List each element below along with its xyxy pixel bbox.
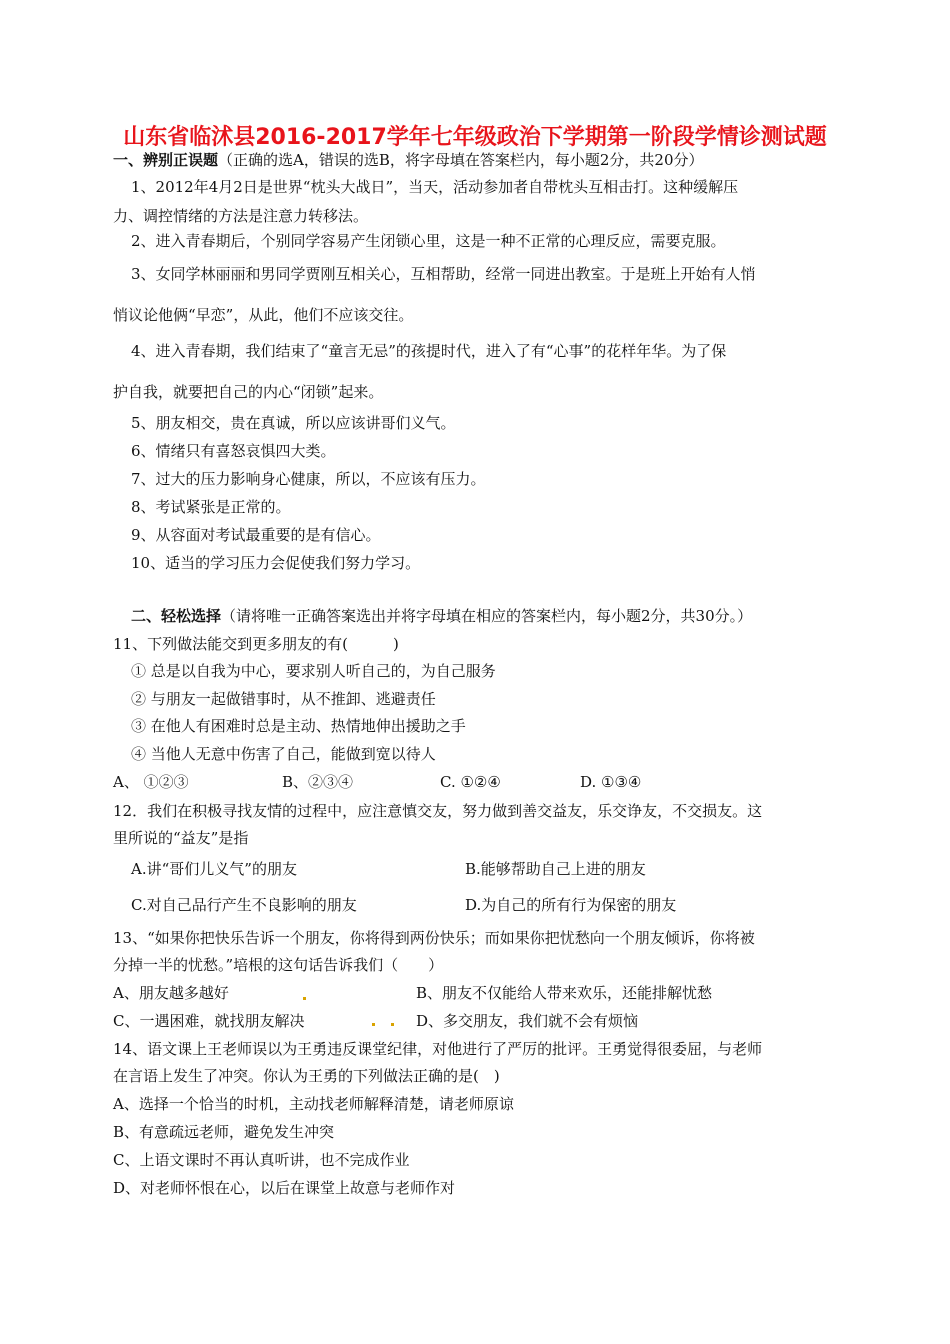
- question-14-option-d: D、对老师怀恨在心，以后在课堂上故意与老师作对: [113, 1179, 456, 1197]
- question-5: 5、朋友相交，贵在真诚，所以应该讲哥们义气。: [131, 414, 456, 432]
- question-14-stem-line-2: 在言语上发生了冲突。你认为王勇的下列做法正确的是( ): [113, 1067, 500, 1085]
- question-14-stem-line-1: 14、语文课上王老师误以为王勇违反课堂纪律，对他进行了严厉的批评。王勇觉得很委屈，与老师: [113, 1040, 763, 1058]
- question-13-option-c: C、一遇困难，就找朋友解决: [113, 1012, 305, 1030]
- question-11-stem: 11、下列做法能交到更多朋友的有( ): [113, 635, 399, 653]
- question-11-item-4: ④ 当他人无意中伤害了自己，能做到宽以待人: [131, 745, 436, 763]
- question-13-stem-line-1: 13、“如果你把快乐告诉一个朋友，你将得到两份快乐；而如果你把忧愁向一个朋友倾诉，你将被: [113, 929, 755, 947]
- question-3-line-1: 3、女同学林丽丽和男同学贾刚互相关心，互相帮助，经常一同进出教室。于是班上开始有人悄: [131, 265, 756, 283]
- question-12-stem-line-1: 12．我们在积极寻找友情的过程中，应注意慎交友，努力做到善交益友，乐交诤友，不交损友。这: [113, 802, 763, 820]
- question-12-option-b: B.能够帮助自己上进的朋友: [465, 860, 646, 878]
- question-4-line-1: 4、进入青春期，我们结束了“童言无忌”的孩提时代，进入了有“心事”的花样年华。为了保: [131, 342, 727, 360]
- question-12-option-d: D.为自己的所有行为保密的朋友: [465, 896, 677, 914]
- section1-heading: 一、辨别正误题: [113, 151, 219, 169]
- question-11-option-b: B、②③④: [282, 773, 354, 791]
- question-4-line-2: 护自我，就要把自己的内心“闭锁”起来。: [113, 383, 384, 401]
- question-12-option-c: C.对自己品行产生不良影响的朋友: [131, 896, 357, 914]
- question-11-item-3: ③ 在他人有困难时总是主动、热情地伸出援助之手: [131, 717, 466, 735]
- question-10: 10、适当的学习压力会促使我们努力学习。: [131, 554, 421, 572]
- question-1-line-2: 力、调控情绪的方法是注意力转移法。: [113, 207, 369, 225]
- section2-header: [131, 606, 752, 626]
- question-9: 9、从容面对考试最重要的是有信心。: [131, 526, 381, 544]
- question-1-line-1: 1、2012年4月2日是世界“枕头大战日”，当天，活动参加者自带枕头互相击打。这种缓解压: [131, 178, 739, 196]
- question-11-item-2: ② 与朋友一起做错事时，从不推卸、逃避责任: [131, 690, 436, 708]
- section1-header: [113, 150, 704, 170]
- question-7: 7、过大的压力影响身心健康，所以，不应该有压力。: [131, 470, 486, 488]
- question-3-line-2: 悄议论他俩“早恋”，从此，他们不应该交往。: [113, 306, 414, 324]
- question-11-option-d: D. ①③④: [580, 773, 642, 791]
- question-14-option-c: C、上语文课时不再认真听讲，也不完成作业: [113, 1151, 410, 1169]
- question-11-option-c: C. ①②④: [440, 773, 501, 791]
- mark-dot: [303, 997, 306, 1000]
- question-13-stem-line-2: 分掉一半的忧愁。”培根的这句话告诉我们（ ）: [113, 956, 444, 974]
- question-6: 6、情绪只有喜怒哀惧四大类。: [131, 442, 336, 460]
- question-12-option-a: A.讲“哥们儿义气”的朋友: [131, 860, 297, 878]
- question-13-option-d: D、多交朋友，我们就不会有烦恼: [416, 1012, 639, 1030]
- question-11-option-a: A、 ①②③: [113, 773, 189, 791]
- section2-heading: 二、轻松选择: [131, 607, 222, 625]
- question-11-item-1: ① 总是以自我为中心，要求别人听自己的，为自己服务: [131, 662, 496, 680]
- page-title: 山东省临沭县2016-2017学年七年级政治下学期第一阶段学情诊测试题: [123, 125, 827, 150]
- question-12-stem-line-2: 里所说的“益友”是指: [113, 829, 249, 847]
- question-14-option-a: A、选择一个恰当的时机，主动找老师解释清楚，请老师原谅: [113, 1095, 514, 1113]
- section2-instruction: （请将唯一正确答案选出并将字母填在相应的答案栏内，每小题2分，共30分。）: [221, 607, 753, 625]
- mark-dot: [391, 1023, 394, 1026]
- question-2: 2、进入青春期后，个别同学容易产生闭锁心里，这是一种不正常的心理反应，需要克服。: [131, 232, 726, 250]
- question-14-option-b: B、有意疏远老师，避免发生冲突: [113, 1123, 335, 1141]
- question-13-option-b: B、朋友不仅能给人带来欢乐，还能排解忧愁: [416, 984, 713, 1002]
- section1-instruction: （正确的选A，错误的选B，将字母填在答案栏内，每小题2分，共20分）: [218, 151, 704, 169]
- mark-dot: [372, 1023, 375, 1026]
- question-8: 8、考试紧张是正常的。: [131, 498, 291, 516]
- question-13-option-a: A、朋友越多越好: [113, 984, 229, 1002]
